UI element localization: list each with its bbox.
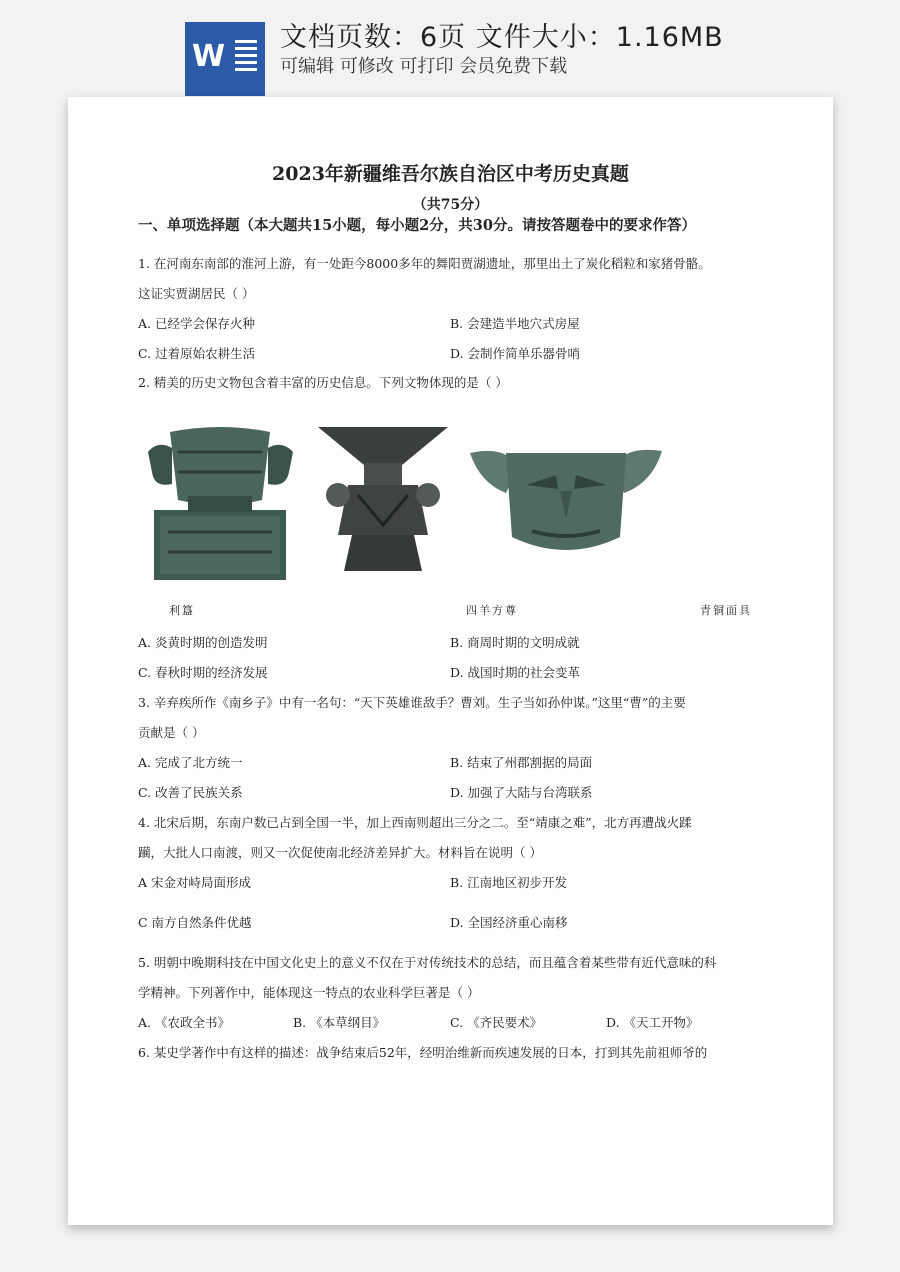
question-5-line-1: 5. 明朝中晚期科技在中国文化史上的意义不仅在于对传统技术的总结，而且蕴含着某些带有近代意味的科 [138,955,717,970]
q1-option-b: B. 会建造半地穴式房屋 [450,316,580,331]
caption-li-gui: 利簋 [169,604,195,617]
banner-subtitle: 可编辑 可修改 可打印 会员免费下载 [280,56,568,77]
question-3-line-1: 3. 辛弃疾所作《南乡子》中有一名句：“天下英雄谁敌手？曹刘。生子当如孙仲谋。”这里“曹”的主要 [138,695,686,710]
question-1-line-2: 这证实贾湖居民（ ） [138,286,255,301]
q4-option-b: B. 江南地区初步开发 [450,875,568,890]
q2-option-b: B. 商周时期的文明成就 [450,635,580,650]
si-yang-fang-zun-image [318,425,448,573]
q4-option-c: C 南方自然条件优越 [138,915,252,930]
q2-option-d: D. 战国时期的社会变革 [450,665,581,680]
banner-title: 文档页数：6页 文件大小：1.16MB [280,22,724,53]
question-2-line-1: 2. 精美的历史文物包含着丰富的历史信息。下列文物体现的是（ ） [138,375,508,390]
q1-option-c: C. 过着原始农耕生活 [138,346,256,361]
question-1-line-1: 1. 在河南东南部的淮河上游，有一处距今8000多年的舞阳贾湖遗址，那里出土了炭化稻粒和家猪骨骼。 [138,256,711,271]
q3-option-b: B. 结束了州郡割据的局面 [450,755,593,770]
q5-option-d: D. 《天工开物》 [606,1015,699,1030]
download-banner [0,0,900,96]
q1-option-a: A. 已经学会保存火种 [138,316,255,331]
question-6-line-1: 6. 某史学著作中有这样的描述：战争结束后52年，经明治维新而疾速发展的日本，打到其先前祖师爷的 [138,1045,708,1060]
q5-option-a: A. 《农政全书》 [138,1015,230,1030]
caption-bronze-mask: 青铜面具 [700,604,752,617]
q5-option-c: C. 《齐民要术》 [450,1015,543,1030]
question-4-line-2: 躏，大批人口南渡，则又一次促使南北经济差异扩大。材料旨在说明（ ） [138,845,542,860]
word-document-icon: W [185,22,265,96]
q3-option-c: C. 改善了民族关系 [138,785,243,800]
question-4-line-1: 4. 北宋后期，东南户数已占到全国一半，加上西南则超出三分之二。至“靖康之难”，北方再遭战火蹂 [138,815,692,830]
document-page [68,97,833,1225]
q5-option-b: B. 《本草纲目》 [293,1015,386,1030]
caption-si-yang-fang-zun: 四羊方尊 [466,604,518,617]
question-3-line-2: 贡献是（ ） [138,725,205,740]
bronze-mask-image [466,445,666,563]
document-score: （共75分） [412,197,489,213]
question-5-line-2: 学精神。下列著作中，能体现这一特点的农业科学巨著是（ ） [138,985,480,1000]
q3-option-a: A. 完成了北方统一 [138,755,243,770]
q3-option-d: D. 加强了大陆与台湾联系 [450,785,593,800]
q4-option-d: D. 全国经济重心南移 [450,915,568,930]
q1-option-d: D. 会制作简单乐器骨哨 [450,346,581,361]
q2-option-a: A. 炎黄时期的创造发明 [138,635,268,650]
document-title: 2023年新疆维吾尔族自治区中考历史真题 [272,163,629,185]
q2-option-c: C. 春秋时期的经济发展 [138,665,268,680]
section-heading: 一、单项选择题（本大题共15小题，每小题2分，共30分。请按答题卷中的要求作答） [138,217,696,234]
li-gui-vessel-image [148,422,293,582]
q4-option-a: A 宋金对峙局面形成 [138,875,252,890]
